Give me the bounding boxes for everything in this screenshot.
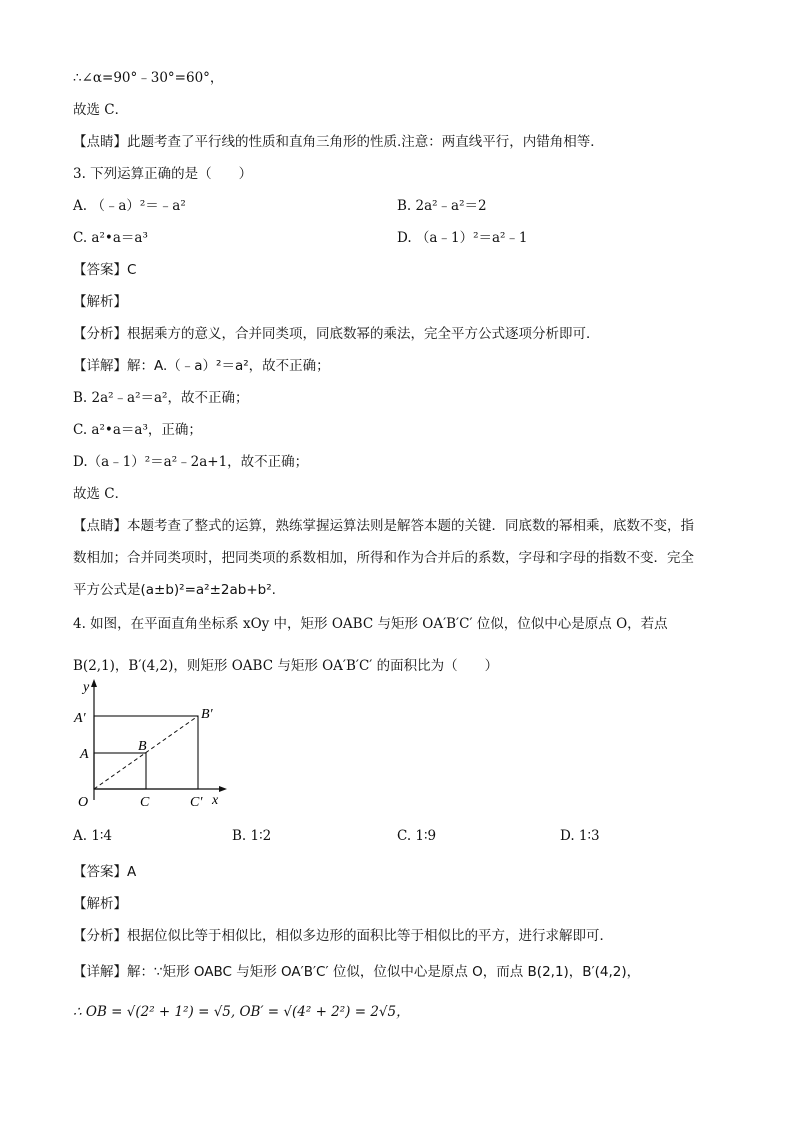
q3-dianjing-2: 数相加；合并同类项时，把同类项的系数相加，所得和作为合并后的系数，字母和字母的指数不变．完全: [73, 550, 694, 566]
question-4-stem-2: B(2,1)，B′(4,2)，则矩形 OABC 与矩形 OA′B′C′ 的面积比为（ ）: [73, 658, 499, 674]
q3-option-c: C. a²•a＝a³: [73, 230, 148, 246]
label-c-prime: C′: [190, 795, 203, 810]
label-origin: O: [78, 795, 89, 810]
q3-option-b: B. 2a²﹣a²＝2: [397, 198, 487, 214]
label-b-prime: B′: [201, 707, 213, 722]
question-3-stem: 3. 下列运算正确的是（ ）: [73, 166, 253, 182]
q4-jiexi: 【解析】: [73, 896, 127, 912]
q4-option-c: C. 1∶9: [397, 828, 437, 844]
label-a: A: [80, 747, 89, 762]
q4-xiangjie: 【详解】解：∵矩形 OABC 与矩形 OA′B′C′ 位似，位似中心是原点 O，而点 B(2,1)，B′(4,2)，: [73, 964, 641, 980]
q3-xiangjie-b: B. 2a²﹣a²＝a²，故不正确；: [73, 390, 249, 406]
q4-option-b: B. 1∶2: [232, 828, 272, 844]
coordinate-figure: [70, 676, 230, 816]
x-axis-arrow: [219, 786, 227, 792]
q3-jiexi: 【解析】: [73, 294, 127, 310]
text-line-1: ∴∠α=90°﹣30°=60°，: [73, 70, 224, 86]
q3-choose: 故选 C．: [73, 486, 129, 502]
y-axis-arrow: [91, 679, 97, 687]
q3-option-d: D. （a﹣1）²＝a²﹣1: [397, 230, 528, 246]
label-b: B: [138, 739, 147, 754]
q4-formula: ∴ OB = √(2² + 1²) = √5, OB′ = √(4² + 2²) = 2√5，: [73, 1004, 410, 1020]
dianjing-note: 【点睛】此题考查了平行线的性质和直角三角形的性质.注意：两直线平行，内错角相等．: [73, 134, 604, 150]
q4-option-a: A. 1∶4: [73, 828, 113, 844]
label-a-prime: A′: [74, 711, 86, 726]
question-4-stem-1: 4. 如图，在平面直角坐标系 xOy 中，矩形 OABC 与矩形 OA′B′C′ 位似，位似中心是原点 O，若点: [73, 616, 668, 632]
label-c: C: [140, 795, 150, 810]
q3-dianjing-3: 平方公式是(a±b)²=a²±2ab+b².: [73, 582, 276, 598]
text-line-2: 故选 C．: [73, 102, 129, 118]
q3-answer: 【答案】C: [73, 262, 137, 278]
q4-fenxi: 【分析】根据位似比等于相似比，相似多边形的面积比等于相似比的平方，进行求解即可．: [73, 928, 613, 944]
q3-xiangjie: 【详解】解：A.（﹣a）²＝a²，故不正确；: [73, 358, 330, 374]
label-y: y: [83, 680, 90, 695]
q3-xiangjie-d: D.（a﹣1）²＝a²﹣2a+1，故不正确；: [73, 454, 309, 470]
q3-option-a: A. （﹣a）²＝﹣a²: [73, 198, 186, 214]
q3-fenxi: 【分析】根据乘方的意义，合并同类项，同底数幂的乘法，完全平方公式逐项分析即可．: [73, 326, 600, 342]
q3-dianjing-1: 【点睛】本题考查了整式的运算，熟练掌握运算法则是解答本题的关键．同底数的幂相乘，底数不变，指: [73, 518, 694, 534]
q4-option-d: D. 1∶3: [560, 828, 600, 844]
q4-answer: 【答案】A: [73, 864, 137, 880]
label-x: x: [212, 793, 219, 808]
q3-xiangjie-c: C. a²•a＝a³，正确；: [73, 422, 202, 438]
